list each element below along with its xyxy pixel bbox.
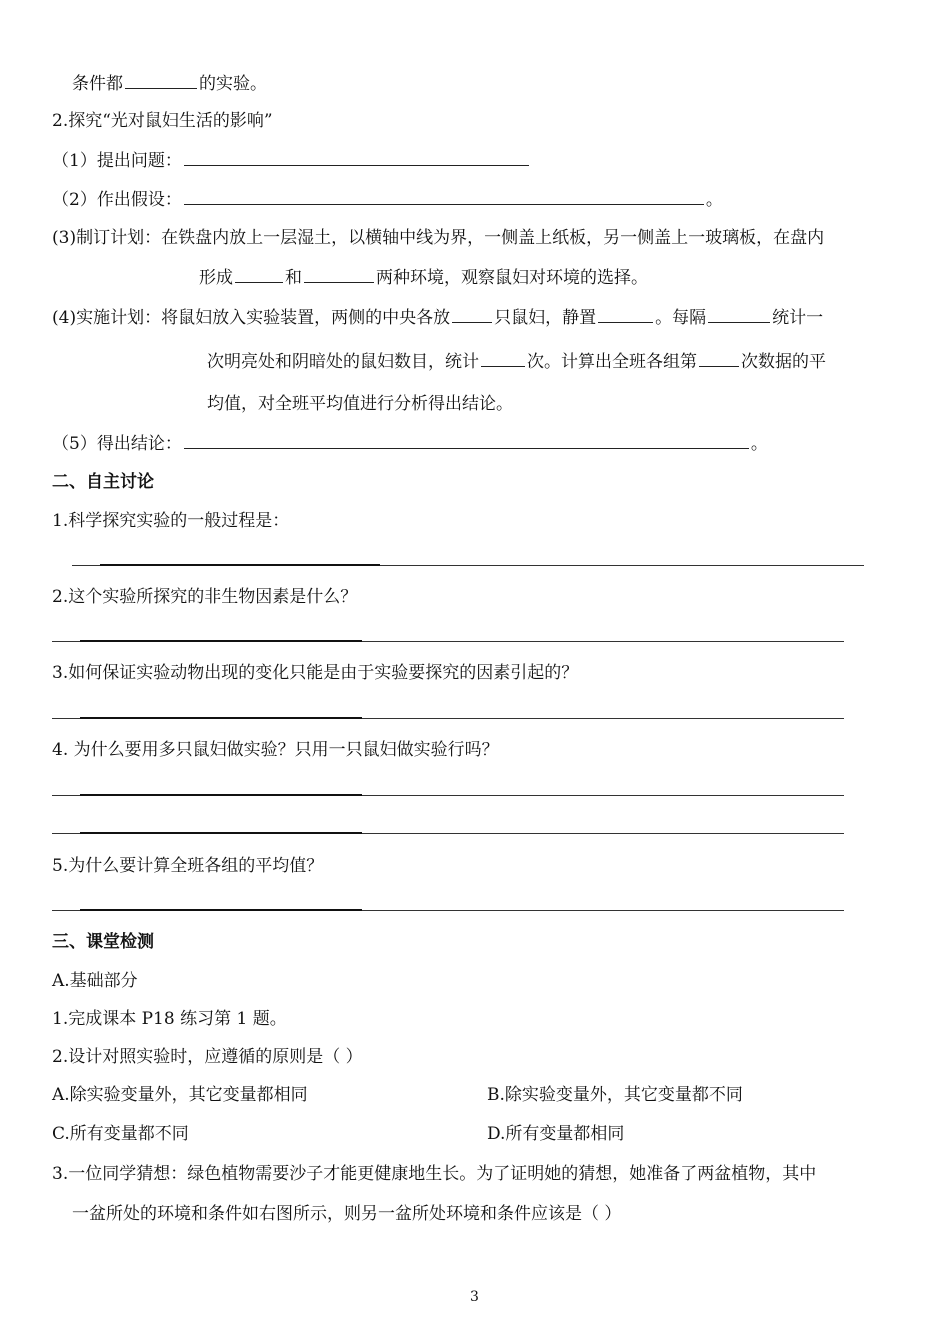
fill-blank[interactable] (708, 306, 770, 323)
text-fragment: 统计一 (772, 308, 824, 328)
text-fragment: 次。计算出全班各组第 (527, 352, 697, 372)
text-fragment: 两种环境，观察鼠妇对环境的选择。 (376, 268, 648, 288)
fill-blank[interactable] (184, 432, 749, 449)
step-1-ask-question (52, 149, 531, 171)
fill-blank[interactable] (598, 306, 653, 323)
discussion-question-5: 5.为什么要计算全班各组的平均值？ (52, 856, 324, 876)
part-a-label: A.基础部分 (52, 971, 138, 991)
discussion-question-1: 1.科学探究实验的一般过程是： (52, 511, 290, 531)
test-question-3-line-1: 3.一位同学猜想：绿色植物需要沙子才能更健康地生长。为了证明她的猜想，她准备了两盆植物，其中 (52, 1164, 817, 1184)
fill-blank[interactable] (304, 266, 374, 283)
text-fragment: (4)实施计划：将鼠妇放入实验装置，两侧的中央各放 (52, 308, 451, 328)
text-fragment: 。 (750, 434, 768, 454)
answer-line-segment (80, 909, 362, 911)
test-question-1: 1.完成课本 P18 练习第 1 题。 (52, 1009, 287, 1029)
step-4-implement-line-1 (52, 306, 823, 328)
fill-blank[interactable] (452, 306, 492, 323)
option-d[interactable]: D.所有变量都相同 (487, 1124, 625, 1144)
answer-line-segment (80, 717, 362, 719)
text-fragment: 条件都 (72, 74, 123, 94)
fill-blank[interactable] (125, 72, 197, 89)
answer-line-segment (80, 832, 362, 834)
answer-line-segment (80, 640, 362, 642)
section-3-heading: 三、课堂检测 (52, 932, 154, 952)
discussion-question-3: 3.如何保证实验动物出现的变化只能是由于实验要探究的因素引起的？ (52, 663, 579, 683)
test-question-2: 2.设计对照实验时，应遵循的原则是（ ） (52, 1047, 363, 1067)
step-4-implement-line-3: 均值，对全班平均值进行分析得出结论。 (207, 394, 513, 414)
answer-line-segment (80, 794, 362, 796)
discussion-question-2: 2.这个实验所探究的非生物因素是什么？ (52, 587, 358, 607)
step-4-implement-line-2 (207, 350, 826, 372)
text-fragment: 和 (285, 268, 302, 288)
text-fragment: 。 (705, 190, 723, 210)
fill-blank[interactable] (184, 188, 704, 205)
continued-line (72, 72, 267, 94)
answer-line-segment (100, 564, 380, 566)
step-3-plan-line-2 (199, 266, 648, 288)
text-fragment: 形成 (199, 268, 233, 288)
test-question-3-line-2: 一盆所处的环境和条件如右图所示，则另一盆所处环境和条件应该是（ ） (72, 1204, 622, 1224)
step-label: （2）作出假设： (52, 190, 182, 210)
step-3-plan-line-1: (3)制订计划：在铁盘内放上一层湿土，以横轴中线为界，一侧盖上纸板，另一侧盖上一玻璃板，在盘内 (52, 228, 825, 248)
step-2-hypothesis (52, 188, 723, 210)
option-a[interactable]: A.除实验变量外，其它变量都相同 (52, 1085, 308, 1105)
fill-blank[interactable] (481, 350, 525, 367)
fill-blank[interactable] (184, 149, 529, 166)
discussion-question-4: 4. 为什么要用多只鼠妇做实验？只用一只鼠妇做实验行吗？ (52, 740, 499, 760)
page-number: 3 (470, 1289, 479, 1305)
fill-blank[interactable] (699, 350, 739, 367)
text-fragment: 。每隔 (655, 308, 707, 328)
step-5-conclusion (52, 432, 768, 454)
option-b[interactable]: B.除实验变量外，其它变量都不同 (487, 1085, 743, 1105)
text-fragment: 次数据的平 (741, 352, 826, 372)
question-2-title: 2.探究“光对鼠妇生活的影响” (52, 111, 273, 131)
step-label: （1）提出问题： (52, 151, 182, 171)
section-2-heading: 二、自主讨论 (52, 472, 154, 492)
option-c[interactable]: C.所有变量都不同 (52, 1124, 189, 1144)
fill-blank[interactable] (235, 266, 283, 283)
text-fragment: 次明亮处和阴暗处的鼠妇数目，统计 (207, 352, 479, 372)
text-fragment: 只鼠妇，静置 (494, 308, 597, 328)
text-fragment: 的实验。 (199, 74, 267, 94)
step-label: （5）得出结论： (52, 434, 182, 454)
